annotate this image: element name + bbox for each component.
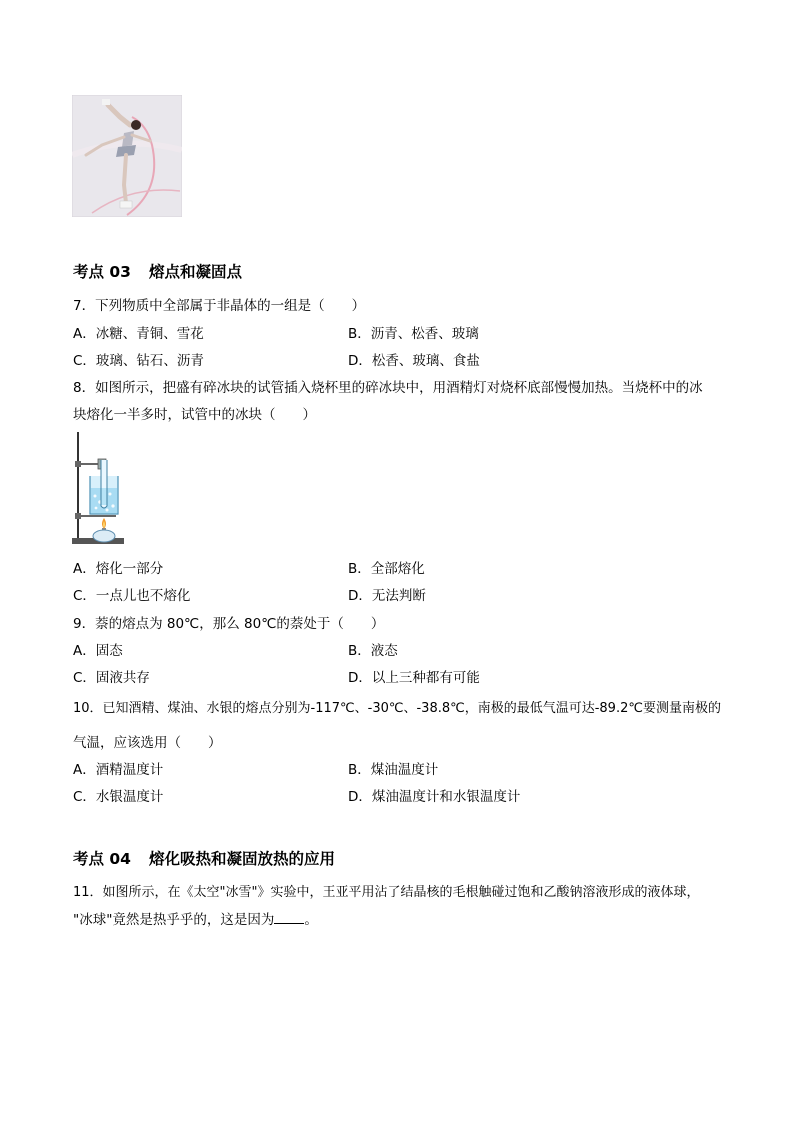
question-7-option-c: C．玻璃、钻石、沥青 xyxy=(73,353,204,369)
figure-skater-photo xyxy=(72,95,182,217)
question-10-option-b: B．煤油温度计 xyxy=(348,762,439,778)
question-8-option-b: B．全部熔化 xyxy=(348,561,425,577)
question-8-stem-line2: 块熔化一半多时，试管中的冰块（ ） xyxy=(73,407,316,423)
question-9-option-b: B．液态 xyxy=(348,643,398,659)
question-9-option-d: D．以上三种都有可能 xyxy=(348,670,480,686)
question-10-option-c: C．水银温度计 xyxy=(73,789,164,805)
question-9-stem: 9．萘的熔点为 80℃，那么 80℃的萘处于（ ） xyxy=(73,616,385,632)
question-10-stem-line2: 气温，应该选用（ ） xyxy=(73,735,222,751)
heating-apparatus-diagram xyxy=(70,430,130,548)
section-heading-03: 考点 03 熔点和凝固点 xyxy=(73,263,242,281)
question-11-stem-line2: "冰球"竟然是热乎乎的，这是因为 。 xyxy=(73,912,318,928)
question-11-stem-line1: 11．如图所示，在《太空"冰雪"》实验中，王亚平用沾了结晶核的毛根触碰过饱和乙酸钠溶液形成的液体球， xyxy=(73,885,700,900)
question-8-option-c: C．一点儿也不熔化 xyxy=(73,588,191,604)
question-7-option-b: B．沥青、松香、玻璃 xyxy=(348,326,479,342)
question-8-stem-line1: 8．如图所示，把盛有碎冰块的试管插入烧杯里的碎冰块中，用酒精灯对烧杯底部慢慢加热。当烧杯中的冰 xyxy=(73,380,703,396)
question-9-option-c: C．固液共存 xyxy=(73,670,150,686)
question-7-option-a: A．冰糖、青铜、雪花 xyxy=(73,326,204,342)
question-10-option-d: D．煤油温度计和水银温度计 xyxy=(348,789,521,805)
question-7-stem: 7．下列物质中全部属于非晶体的一组是（ ） xyxy=(73,298,366,314)
question-7-option-d: D．松香、玻璃、食盐 xyxy=(348,353,480,369)
question-10-option-a: A．酒精温度计 xyxy=(73,762,164,778)
question-10-stem-line1: 10．已知酒精、煤油、水银的熔点分别为-117℃、-30℃、-38.8℃，南极的最低气温可达-89.2℃要测量南极的 xyxy=(73,701,721,716)
question-8-option-a: A．熔化一部分 xyxy=(73,561,164,577)
question-9-option-a: A．固态 xyxy=(73,643,123,659)
answer-blank[interactable] xyxy=(274,911,304,924)
question-8-option-d: D．无法判断 xyxy=(348,588,426,604)
section-heading-04: 考点 04 熔化吸热和凝固放热的应用 xyxy=(73,850,335,868)
